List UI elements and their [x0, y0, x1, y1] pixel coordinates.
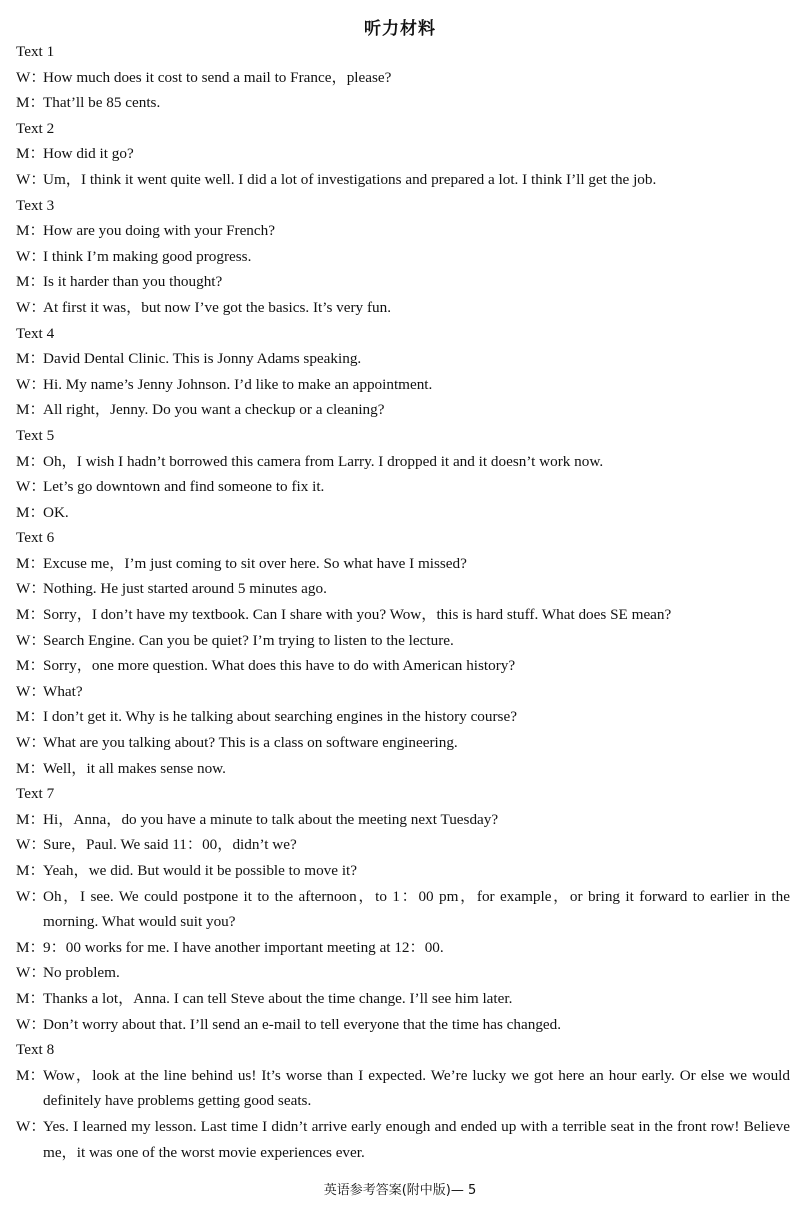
speaker-label: W： [16, 836, 46, 854]
speaker-label: M： [16, 554, 45, 572]
speaker-label: M： [16, 657, 45, 675]
dialogue-line [16, 397, 790, 423]
speaker-label: W： [16, 631, 46, 649]
dialogue-text: Search Engine. Can you be quiet? I’m trying to listen to the lecture. [43, 631, 454, 649]
dialogue-text: Well，it all makes sense now. [43, 759, 226, 777]
page-title: 听力材料 [364, 19, 436, 39]
text-heading: Text 5 [16, 426, 55, 444]
dialogue-line [16, 244, 790, 270]
dialogue-line [16, 576, 790, 602]
text-heading: Text 4 [16, 324, 55, 342]
text-heading: Text 3 [16, 196, 55, 214]
dialogue-text: How much does it cost to send a mail to France，please? [43, 68, 392, 86]
page-footer: 英语参考答案(附中版)— 5 [323, 1183, 477, 1198]
dialogue-text: Nothing. He just started around 5 minutes ago. [43, 580, 327, 598]
speaker-label: M： [16, 222, 45, 240]
speaker-label: W： [16, 298, 46, 316]
dialogue-line [16, 269, 790, 295]
dialogue-text: What? [43, 682, 83, 700]
speaker-label: W： [16, 478, 46, 496]
dialogue-text: I don’t get it. Why is he talking about searching engines in the history course? [43, 708, 517, 726]
dialogue-text: Don’t worry about that. I’ll send an e-mail to tell everyone that the time has changed. [43, 1015, 562, 1033]
speaker-label: M： [16, 938, 45, 956]
dialogue-text: Is it harder than you thought? [43, 273, 223, 291]
dialogue-line [16, 218, 790, 244]
dialogue-text: All right，Jenny. Do you want a checkup or a cleaning? [43, 401, 385, 419]
dialogue-line [16, 960, 790, 986]
dialogue-text: What are you talking about? This is a class on software engineering. [43, 734, 458, 752]
dialogue-line [16, 756, 790, 782]
dialogue-line [16, 474, 790, 500]
transcript-body [16, 39, 790, 1165]
dialogue-line [16, 1114, 790, 1165]
dialogue-line [16, 141, 790, 167]
speaker-label: M： [16, 350, 45, 368]
dialogue-line [16, 90, 790, 116]
dialogue-text: Sure，Paul. We said 11：00，didn’t we? [43, 836, 297, 854]
dialogue-text: No problem. [43, 964, 120, 982]
speaker-label: W： [16, 170, 46, 188]
speaker-label: W： [16, 1015, 46, 1033]
dialogue-text: How are you doing with your French? [43, 222, 275, 240]
dialogue-line [16, 551, 790, 577]
speaker-label: W： [16, 375, 46, 393]
speaker-label: M： [16, 708, 45, 726]
text-heading: Text 2 [16, 119, 55, 137]
speaker-label: M： [16, 145, 45, 163]
dialogue-line [16, 986, 790, 1012]
dialogue-line [16, 449, 790, 475]
speaker-label: M： [16, 452, 45, 470]
dialogue-line [16, 935, 790, 961]
dialogue-text: That’ll be 85 cents. [43, 94, 161, 112]
dialogue-text: Excuse me，I’m just coming to sit over here. So what have I missed? [43, 554, 467, 572]
dialogue-text: 9：00 works for me. I have another important meeting at 12：00. [43, 938, 444, 956]
dialogue-text: Um，I think it went quite well. I did a lot of investigations and prepared a lot. I think I’ll get the job. [43, 170, 657, 188]
dialogue-text: At first it was，but now I’ve got the basics. It’s very fun. [43, 298, 391, 316]
dialogue-text: Yes. I learned my lesson. Last time I didn’t arrive early enough and ended up with a terrible seat in the front row! Believe me，it was one of the worst movie experiences ever. [43, 1117, 790, 1161]
speaker-label: W： [16, 964, 46, 982]
dialogue-text: I think I’m making good progress. [43, 247, 252, 265]
speaker-label: W： [16, 247, 46, 265]
dialogue-line [16, 167, 790, 193]
dialogue-text: Thanks a lot，Anna. I can tell Steve about the time change. I’ll see him later. [43, 989, 513, 1007]
speaker-label: M： [16, 989, 45, 1007]
speaker-label: W： [16, 682, 46, 700]
dialogue-text: Oh，I see. We could postpone it to the afternoon，to 1：00 pm，for example，or bring it forward to earlier in the morning. What would suit you? [43, 887, 790, 931]
dialogue-line [16, 653, 790, 679]
dialogue-text: OK. [43, 503, 69, 521]
speaker-label: W： [16, 1117, 46, 1135]
speaker-label: W： [16, 734, 46, 752]
dialogue-text: Sorry，one more question. What does this have to do with American history? [43, 657, 516, 675]
dialogue-line [16, 730, 790, 756]
dialogue-text: Oh，I wish I hadn’t borrowed this camera from Larry. I dropped it and it doesn’t work now. [43, 452, 604, 470]
dialogue-text: David Dental Clinic. This is Jonny Adams speaking. [43, 350, 362, 368]
dialogue-line [16, 500, 790, 526]
dialogue-line [16, 602, 790, 628]
text-heading: Text 6 [16, 529, 55, 547]
dialogue-line [16, 704, 790, 730]
speaker-label: M： [16, 862, 45, 879]
dialogue-text: Hi. My name’s Jenny Johnson. I’d like to make an appointment. [43, 375, 433, 393]
speaker-label: M： [16, 94, 45, 112]
speaker-label: M： [16, 401, 45, 419]
speaker-label: M： [16, 1066, 45, 1084]
dialogue-text: Sorry，I don’t have my textbook. Can I share with you? Wow，this is hard stuff. What does SE mean? [43, 606, 672, 624]
speaker-label: M： [16, 273, 45, 291]
speaker-label: W： [16, 580, 46, 598]
dialogue-line [16, 628, 790, 654]
dialogue-text: Hi，Anna，do you have a minute to talk about the meeting next Tuesday? [43, 810, 499, 828]
dialogue-line [16, 679, 790, 705]
dialogue-line [16, 1012, 790, 1038]
speaker-label: M： [16, 503, 45, 521]
speaker-label: M： [16, 759, 45, 777]
dialogue-text: Yeah，we did. But would it be possible to move it? [43, 862, 357, 879]
dialogue-text: How did it go? [43, 145, 134, 163]
dialogue-line [16, 858, 790, 884]
text-heading: Text 1 [16, 43, 55, 60]
dialogue-text: Let’s go downtown and find someone to fix it. [43, 478, 325, 496]
dialogue-line [16, 295, 790, 321]
speaker-label: M： [16, 810, 45, 828]
dialogue-line [16, 884, 790, 935]
dialogue-text: Wow，look at the line behind us! It’s worse than I expected. We’re lucky we got here an hour early. Or else we would definitely have problems getting good seats. [43, 1066, 790, 1110]
dialogue-line [16, 65, 790, 91]
speaker-label: M： [16, 606, 45, 624]
text-heading: Text 8 [16, 1041, 55, 1059]
dialogue-line [16, 372, 790, 398]
dialogue-line [16, 832, 790, 858]
speaker-label: W： [16, 887, 46, 905]
text-heading: Text 7 [16, 785, 55, 803]
dialogue-line [16, 1063, 790, 1114]
dialogue-line [16, 807, 790, 833]
dialogue-line [16, 346, 790, 372]
speaker-label: W： [16, 68, 46, 86]
